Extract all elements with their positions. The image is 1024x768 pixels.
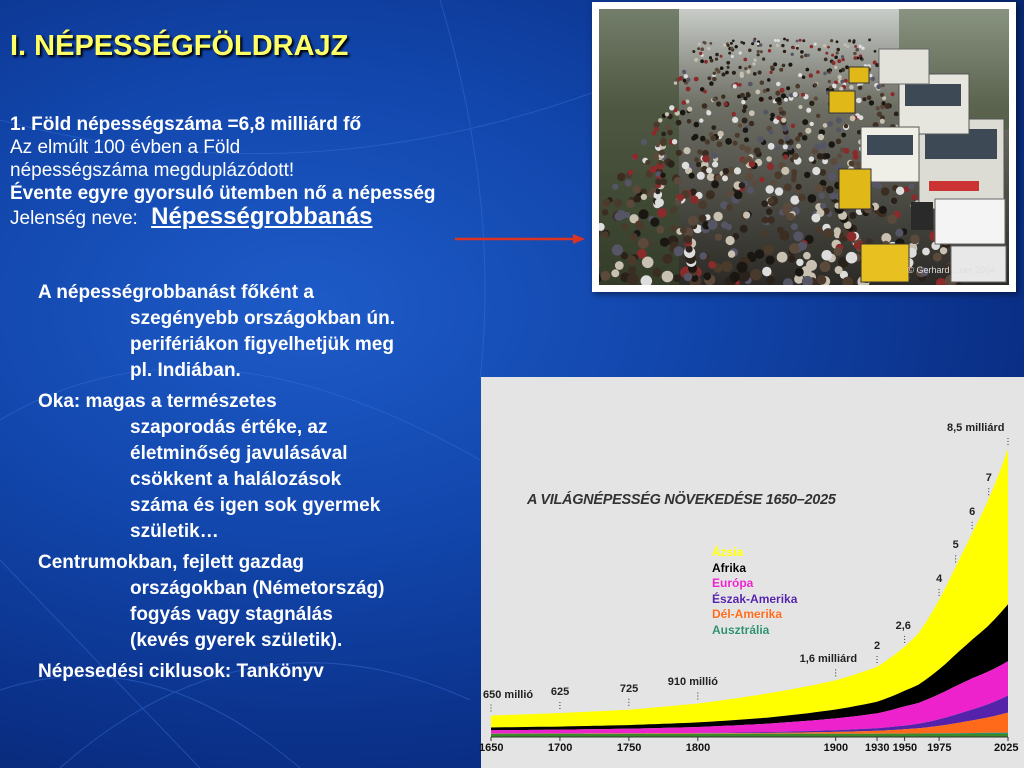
legend-entry: Észak-Amerika — [712, 591, 798, 606]
x-tick-label: 1750 — [616, 742, 642, 754]
x-tick-label: 1700 — [547, 742, 573, 754]
bullet-line: száma és igen sok gyermek — [130, 495, 381, 516]
bullet-line: szaporodás értéke, az — [130, 417, 328, 438]
chart-legend — [712, 545, 797, 638]
doubling-text-2: népességszáma megduplázódott! — [10, 160, 295, 181]
bullet-line: születik… — [130, 521, 219, 542]
x-tick-label: 1930 — [865, 742, 890, 754]
doubling-text-1: Az elmúlt 100 évben a Föld — [10, 137, 241, 158]
bullet-line: Oka: magas a természetes — [38, 391, 277, 412]
bullet-list — [38, 280, 458, 690]
population-count-text: 1. Föld népességszáma =6,8 milliárd fő — [10, 114, 362, 135]
annotation-label: 2 — [874, 639, 881, 652]
annotation-label: 7 — [985, 472, 992, 485]
phenomenon-row — [10, 205, 580, 230]
crowd-image — [599, 9, 1009, 285]
photo-credit: © Gerhard ...ner 2004 — [907, 265, 995, 275]
chart-title: A VILÁGNÉPESSÉG NÖVEKEDÉSE 1650–2025 — [527, 492, 836, 508]
bullet-item — [38, 550, 458, 654]
intro-block — [10, 113, 580, 230]
slide-title: I. NÉPESSÉGFÖLDRAJZ — [10, 30, 349, 62]
annotation-label: 2,6 — [895, 619, 911, 632]
x-tick-label: 1650 — [479, 742, 504, 754]
bullet-line: szegényebb országokban ún. — [130, 308, 395, 329]
growth-text: Évente egyre gyorsuló ütemben nő a népesség — [10, 183, 436, 204]
annotation-label: 625 — [550, 686, 570, 699]
bullet-item — [38, 389, 458, 545]
arrow-icon — [455, 232, 585, 246]
bullet-line: perifériákon figyelhetjük meg — [130, 334, 394, 355]
x-tick-label: 1800 — [685, 742, 711, 754]
bullet-line: A népességrobbanást főként a — [38, 282, 314, 303]
bullet-line: Centrumokban, fejlett gazdag — [38, 552, 305, 573]
annotation-label: 725 — [619, 682, 639, 695]
annotation-label: 6 — [969, 505, 976, 518]
bullet-line: (kevés gyerek születik). — [130, 630, 343, 651]
legend-entry: Dél-Amerika — [712, 607, 783, 621]
annotation-label: 4 — [936, 572, 943, 585]
crowd-photo — [592, 2, 1016, 292]
bullet-line: fogyás vagy stagnálás — [130, 604, 333, 625]
bullet-line: országokban (Németország) — [130, 578, 385, 599]
annotation-label: 8,5 milliárd — [947, 422, 1005, 434]
annotation-label: 910 millió — [667, 676, 718, 689]
bullet-line: életminőség javulásával — [130, 443, 348, 464]
x-tick-label: 1975 — [927, 742, 952, 754]
x-tick-label: 1900 — [823, 742, 849, 754]
phenomenon-label: Jelenség neve: — [10, 208, 138, 229]
bullet-line: csökkent a halálozások — [130, 469, 342, 490]
bullet-line: pl. Indiában. — [130, 360, 241, 381]
annotation-label: 650 millió — [483, 688, 534, 701]
x-tick-label: 1950 — [892, 742, 918, 754]
legend-entry: Ázsia — [712, 545, 744, 559]
legend-entry: Ausztrália — [712, 622, 770, 637]
bullet-item — [38, 280, 458, 384]
x-tick-label: 2025 — [994, 742, 1019, 754]
legend-entry: Afrika — [712, 560, 747, 575]
legend-entry: Európa — [712, 576, 754, 590]
annotation-label: 5 — [952, 539, 959, 552]
phenomenon-name: Népességrobbanás — [151, 203, 373, 230]
annotation-label: 1,6 milliárd — [799, 653, 858, 666]
bullet-line: Népesedési ciklusok: Tankönyv — [38, 661, 324, 682]
population-chart — [481, 377, 1024, 768]
bullet-item — [38, 659, 458, 685]
